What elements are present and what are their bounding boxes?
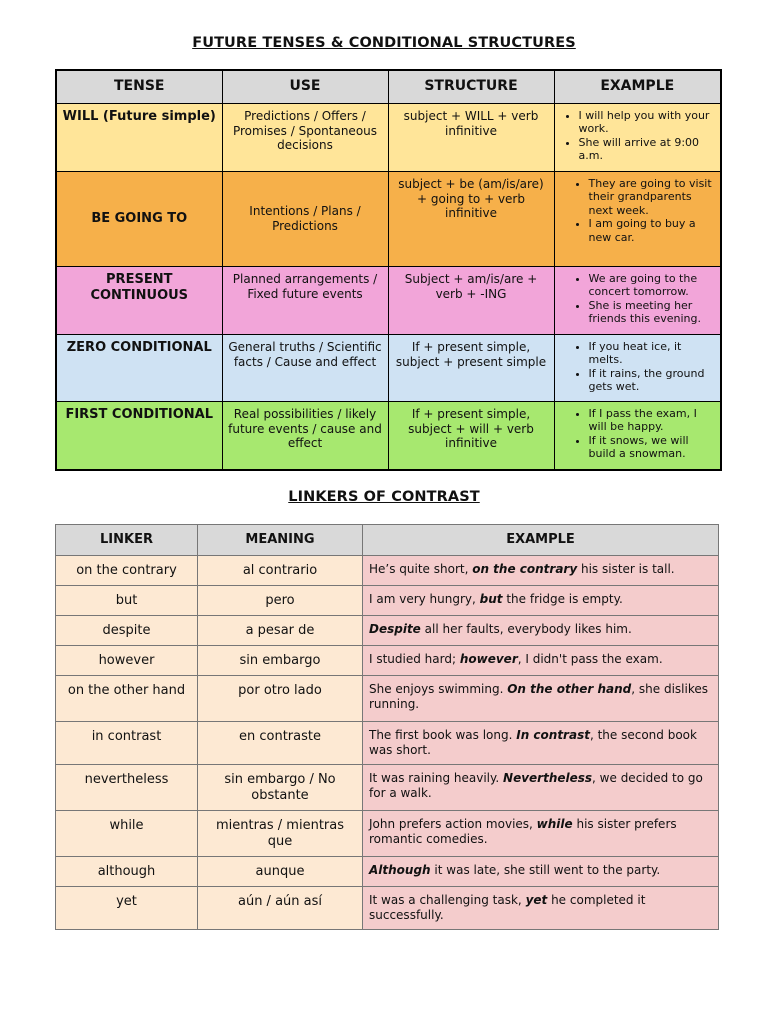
linkers-table [55, 524, 719, 930]
tense-row-going-to [56, 172, 721, 267]
meaning-cell: pero [198, 586, 363, 616]
meaning-cell: aún / aún así [198, 887, 363, 930]
header-example: EXAMPLE [554, 70, 721, 104]
header-use: USE [222, 70, 388, 104]
linker-cell: on the other hand [56, 676, 198, 722]
tense-row-present-continuous [56, 267, 721, 335]
example-item: • She is meeting her friends this evening. [589, 299, 717, 326]
example-cell [554, 172, 721, 267]
example-cell [554, 267, 721, 335]
tense-cell: ZERO CONDITIONAL [56, 335, 222, 402]
linker-example-cell: He’s quite short, on the contrary his sister is tall. [363, 556, 719, 586]
linker-cell: yet [56, 887, 198, 930]
linker-row [56, 811, 719, 857]
highlighted-linker: In contrast [516, 728, 590, 742]
linker-example-cell: Although it was late, she still went to the party. [363, 857, 719, 887]
highlighted-linker: however [459, 652, 518, 666]
linker-row [56, 857, 719, 887]
header-linker: LINKER [56, 525, 198, 556]
linker-row [56, 646, 719, 676]
linker-row [56, 887, 719, 930]
use-cell: Intentions / Plans / Predictions [222, 172, 388, 267]
linker-example-cell: I am very hungry, but the fridge is empty. [363, 586, 719, 616]
meaning-cell: a pesar de [198, 616, 363, 646]
structure-cell: subject + WILL + verb infinitive [388, 104, 554, 172]
structure-cell: If + present simple, subject + present simple [388, 335, 554, 402]
header-linker-example: EXAMPLE [363, 525, 719, 556]
structure-cell: If + present simple, subject + will + verb infinitive [388, 402, 554, 470]
linker-cell: although [56, 857, 198, 887]
example-cell [554, 335, 721, 402]
use-cell: Real possibilities / likely future events / cause and effect [222, 402, 388, 470]
linker-row [56, 586, 719, 616]
meaning-cell: aunque [198, 857, 363, 887]
example-item: • She will arrive at 9:00 a.m. [579, 136, 717, 163]
meaning-cell: en contraste [198, 722, 363, 765]
tense-cell: PRESENT CONTINUOUS [56, 267, 222, 335]
example-item: • We are going to the concert tomorrow. [589, 272, 717, 299]
linker-cell: while [56, 811, 198, 857]
linker-cell: nevertheless [56, 765, 198, 811]
linker-example-cell: It was raining heavily. Nevertheless, we decided to go for a walk. [363, 765, 719, 811]
highlighted-linker: Although [369, 863, 431, 877]
linker-row [56, 676, 719, 722]
meaning-cell: al contrario [198, 556, 363, 586]
linker-example-cell: It was a challenging task, yet he completed it successfully. [363, 887, 719, 930]
linker-example-cell: John prefers action movies, while his sister prefers romantic comedies. [363, 811, 719, 857]
example-cell [554, 402, 721, 470]
tense-row-will [56, 104, 721, 172]
tenses-header-row [56, 70, 721, 104]
linker-cell: but [56, 586, 198, 616]
highlighted-linker: On the other hand [507, 682, 632, 696]
structure-cell: subject + be (am/is/are) + going to + verb infinitive [388, 172, 554, 267]
linker-row [56, 556, 719, 586]
linker-example-cell: She enjoys swimming. On the other hand, she dislikes running. [363, 676, 719, 722]
example-item: • If it rains, the ground gets wet. [589, 367, 717, 394]
use-cell: Predictions / Offers / Promises / Spontaneous decisions [222, 104, 388, 172]
linker-cell: in contrast [56, 722, 198, 765]
linker-row [56, 616, 719, 646]
linker-example-cell: Despite all her faults, everybody likes him. [363, 616, 719, 646]
highlighted-linker: Despite [369, 622, 421, 636]
meaning-cell: sin embargo [198, 646, 363, 676]
example-item: • If you heat ice, it melts. [589, 340, 717, 367]
example-cell [554, 104, 721, 172]
tense-cell: WILL (Future simple) [56, 104, 222, 172]
linker-row [56, 765, 719, 811]
linkers-header-row [56, 525, 719, 556]
tense-row-zero-conditional [56, 335, 721, 402]
structure-cell: Subject + am/is/are + verb + -ING [388, 267, 554, 335]
meaning-cell: mientras / mientras que [198, 811, 363, 857]
highlighted-linker: yet [525, 893, 548, 907]
linker-cell: on the contrary [56, 556, 198, 586]
tense-cell: FIRST CONDITIONAL [56, 402, 222, 470]
tenses-title: FUTURE TENSES & CONDITIONAL STRUCTURES [192, 35, 576, 51]
example-item: • I am going to buy a new car. [589, 217, 717, 244]
header-meaning: MEANING [198, 525, 363, 556]
use-cell: General truths / Scientific facts / Cause and effect [222, 335, 388, 402]
linker-example-cell: I studied hard; however, I didn't pass the exam. [363, 646, 719, 676]
linkers-title: LINKERS OF CONTRAST [288, 489, 480, 505]
example-item: • If I pass the exam, I will be happy. [589, 407, 717, 434]
highlighted-linker: Nevertheless [503, 771, 593, 785]
tenses-table [55, 69, 722, 471]
linker-cell: however [56, 646, 198, 676]
example-item: • If it snows, we will build a snowman. [589, 434, 717, 461]
linker-row [56, 722, 719, 765]
example-item: • They are going to visit their grandparents next week. [589, 177, 717, 217]
highlighted-linker: on the contrary [472, 562, 578, 576]
highlighted-linker: while [536, 817, 573, 831]
linker-example-cell: The first book was long. In contrast, the second book was short. [363, 722, 719, 765]
header-structure: STRUCTURE [388, 70, 554, 104]
tense-row-first-conditional [56, 402, 721, 470]
linker-cell: despite [56, 616, 198, 646]
highlighted-linker: but [479, 592, 503, 606]
header-tense: TENSE [56, 70, 222, 104]
example-item: • I will help you with your work. [579, 109, 717, 136]
tense-cell: BE GOING TO [56, 172, 222, 267]
meaning-cell: sin embargo / No obstante [198, 765, 363, 811]
use-cell: Planned arrangements / Fixed future events [222, 267, 388, 335]
meaning-cell: por otro lado [198, 676, 363, 722]
